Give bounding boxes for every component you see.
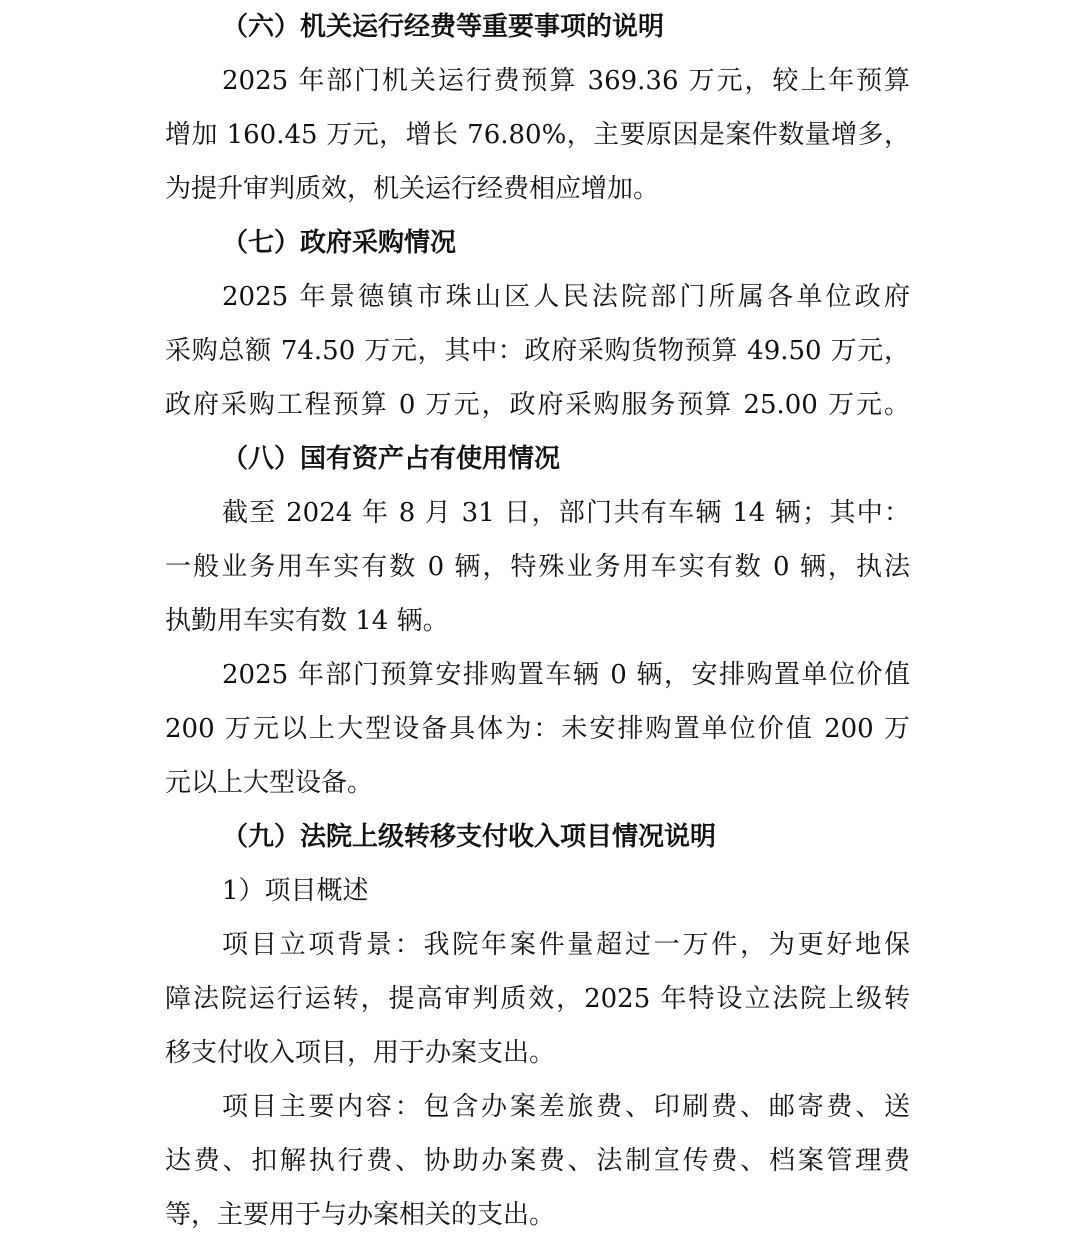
- paragraph-line: 项目立项背景：我院年案件量超过一万件，为更好地保: [222, 930, 910, 960]
- document-page: [165, 0, 910, 1242]
- paragraph-line: 200 万元以上大型设备具体为：未安排购置单位价值 200 万: [165, 714, 910, 744]
- paragraph-line: 为提升审判质效，机关运行经费相应增加。: [165, 174, 660, 204]
- section-heading-9: （九）法院上级转移支付收入项目情况说明: [222, 822, 717, 852]
- paragraph-line: 障法院运行运转，提高审判质效，2025 年特设立法院上级转: [165, 984, 910, 1014]
- section-heading-6: （六）机关运行经费等重要事项的说明: [222, 12, 665, 42]
- paragraph-line: 采购总额 74.50 万元，其中：政府采购货物预算 49.50 万元，: [165, 336, 910, 366]
- section-heading-7: （七）政府采购情况: [222, 228, 457, 258]
- subheading: 1）项目概述: [222, 876, 369, 906]
- paragraph-line: 政府采购工程预算 0 万元，政府采购服务预算 25.00 万元。: [165, 390, 910, 420]
- paragraph-line: 项目主要内容：包含办案差旅费、印刷费、邮寄费、送: [222, 1092, 910, 1122]
- paragraph-line: 2025 年景德镇市珠山区人民法院部门所属各单位政府: [222, 282, 910, 312]
- paragraph-line: 移支付收入项目，用于办案支出。: [165, 1038, 556, 1068]
- paragraph-line: 执勤用车实有数 14 辆。: [165, 606, 449, 636]
- paragraph-line: 2025 年部门机关运行费预算 369.36 万元，较上年预算: [222, 66, 910, 96]
- paragraph-line: 2025 年部门预算安排购置车辆 0 辆，安排购置单位价值: [222, 660, 910, 690]
- paragraph-line: 一般业务用车实有数 0 辆，特殊业务用车实有数 0 辆，执法: [165, 552, 910, 582]
- section-heading-8: （八）国有资产占有使用情况: [222, 444, 561, 474]
- paragraph-line: 增加 160.45 万元，增长 76.80%，主要原因是案件数量增多，: [165, 120, 910, 150]
- paragraph-line: 元以上大型设备。: [165, 768, 374, 798]
- paragraph-line: 达费、扣解执行费、协助办案费、法制宣传费、档案管理费: [165, 1146, 910, 1176]
- paragraph-line: 等，主要用于与办案相关的支出。: [165, 1200, 556, 1230]
- paragraph-line: 截至 2024 年 8 月 31 日，部门共有车辆 14 辆；其中：: [222, 498, 910, 528]
